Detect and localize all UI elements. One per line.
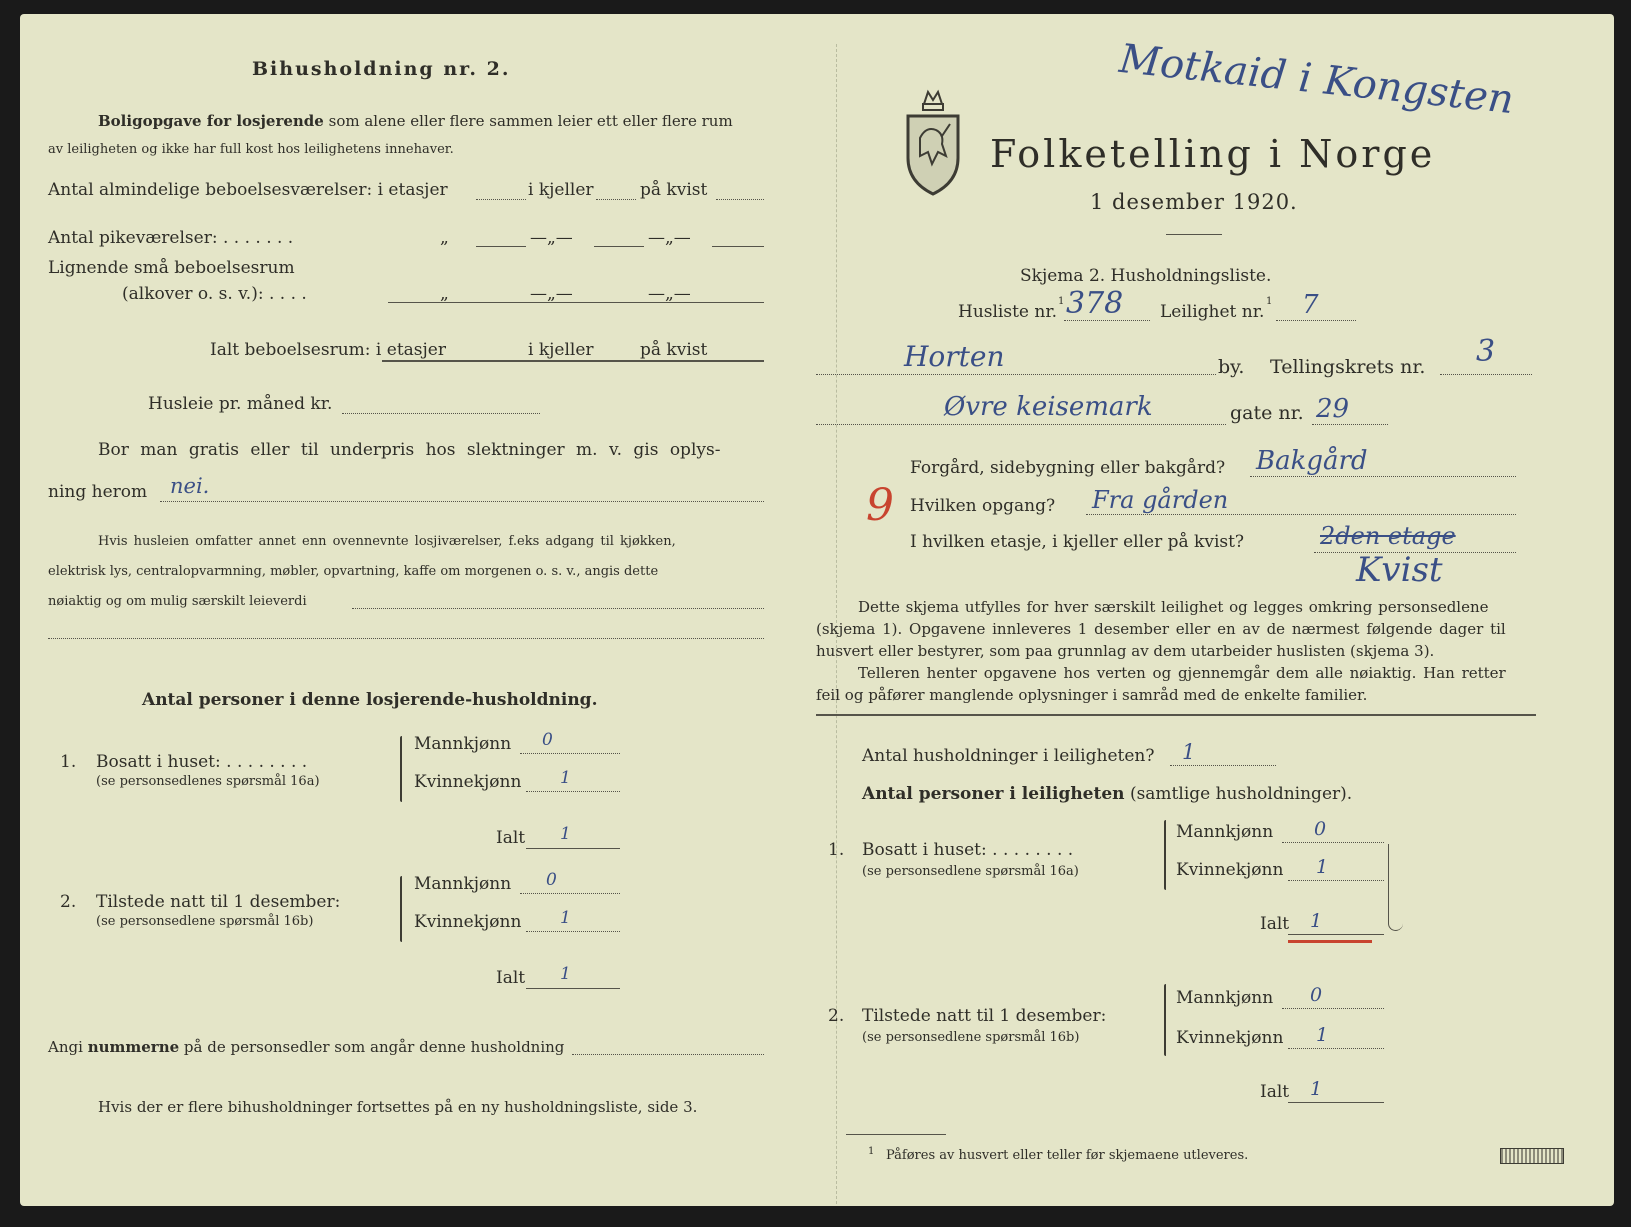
gratis-line1: Bor man gratis eller til underpris hos slektninger m. v. gis oplys- bbox=[98, 440, 721, 460]
lign-label-2: (alkover o. s. v.): . . . . bbox=[122, 284, 307, 304]
ditto-mark: „ bbox=[440, 284, 449, 304]
opgang-value: Fra gården bbox=[1092, 486, 1229, 514]
top-handwriting: Motkaid i Kongsten bbox=[1117, 36, 1516, 124]
left-q1-kvinne-value: 1 bbox=[560, 768, 571, 788]
right-persons-heading-bold: Antal personer i leiligheten bbox=[862, 784, 1125, 804]
gate-nr-value: 29 bbox=[1316, 394, 1350, 424]
right-q1-mann-value: 0 bbox=[1314, 818, 1327, 840]
lign-label-1: Lignende små beboelsesrum bbox=[48, 258, 295, 278]
footnote-mark: 1 bbox=[1266, 296, 1273, 307]
ialt-beboelsesrum-label: Ialt beboelsesrum: i etasjer bbox=[210, 340, 446, 360]
right-q2-sub: (se personsedlene spørsmål 16b) bbox=[862, 1030, 1080, 1045]
right-q2-ialt-value: 1 bbox=[1310, 1078, 1323, 1100]
intro-rest: som alene eller flere sammen leier ett eller flere rum bbox=[328, 112, 733, 130]
gate-label: gate nr. bbox=[1230, 402, 1304, 424]
left-q2-kvinne-label: Kvinnekjønn bbox=[414, 912, 522, 932]
paa-kvist-label: på kvist bbox=[640, 340, 708, 360]
gratis-value: nei. bbox=[170, 474, 210, 498]
intro-line2: av leiligheten og ikke har full kost hos leilighetens innehaver. bbox=[48, 142, 454, 157]
husliste-label: Husliste nr. bbox=[958, 302, 1058, 322]
angi-word: Angi bbox=[48, 1038, 83, 1056]
ditto-dash: —„— bbox=[530, 228, 573, 248]
left-q1-number: 1. bbox=[60, 752, 77, 772]
left-title: Bihusholdning nr. 2. bbox=[252, 58, 511, 80]
norway-lion-coat-of-arms-icon bbox=[902, 86, 964, 198]
left-q2-ialt-value: 1 bbox=[560, 964, 571, 984]
census-date: 1 desember 1920. bbox=[1090, 190, 1298, 214]
info-line2: (skjema 1). Opgavene innleveres 1 desember eller en av de nærmest følgende dager til bbox=[816, 620, 1506, 638]
leilighet-value: 7 bbox=[1302, 290, 1319, 320]
footnote-mark: 1 bbox=[1058, 296, 1065, 307]
omfatter-line3: nøiaktig og om mulig særskilt leieverdi bbox=[48, 594, 307, 609]
red-mark: 9 bbox=[866, 480, 894, 531]
footnote-text: Påføres av husvert eller teller før skjemaene utleveres. bbox=[886, 1148, 1249, 1163]
gratis-line2: ning herom bbox=[48, 482, 148, 502]
right-q2-ialt-label: Ialt bbox=[1260, 1082, 1290, 1102]
opgang-label: Hvilken opgang? bbox=[910, 496, 1056, 516]
footnote-mark: 1 bbox=[868, 1146, 875, 1157]
right-q1-number: 1. bbox=[828, 840, 845, 860]
right-q1-label: Bosatt i huset: . . . . . . . . bbox=[862, 840, 1074, 860]
etasje-value: Kvist bbox=[1356, 550, 1443, 590]
omfatter-line2: elektrisk lys, centralopvarmning, møbler, opvartning, kaffe om morgenen o. s. v., angis dette bbox=[48, 564, 659, 579]
i-kjeller-label: i kjeller bbox=[528, 180, 594, 200]
left-q1-mann-value: 0 bbox=[542, 730, 553, 750]
left-q1-mann-label: Mannkjønn bbox=[414, 734, 512, 754]
angi-bold: nummerne bbox=[87, 1038, 180, 1056]
info-line5: feil og påfører manglende oplysninger i samråd med de enkelte familier. bbox=[816, 686, 1368, 704]
by-label: by. bbox=[1218, 356, 1245, 378]
right-q1-ialt-value: 1 bbox=[1310, 910, 1323, 932]
right-q1-ialt-label: Ialt bbox=[1260, 914, 1290, 934]
ditto-dash: —„— bbox=[530, 284, 573, 304]
paa-kvist-label: på kvist bbox=[640, 180, 708, 200]
etasje-label: I hvilken etasje, i kjeller eller på kvist? bbox=[910, 532, 1245, 552]
right-q1-kvinne-value: 1 bbox=[1316, 856, 1329, 878]
left-footer: Hvis der er flere bihusholdninger fortsettes på en ny husholdningsliste, side 3. bbox=[98, 1098, 698, 1116]
gate-value: Øvre keisemark bbox=[944, 392, 1153, 422]
left-q2-mann-value: 0 bbox=[546, 870, 557, 890]
left-q1-sub: (se personsedlenes spørsmål 16a) bbox=[96, 774, 320, 789]
by-value: Horten bbox=[904, 340, 1005, 373]
left-q1-label: Bosatt i huset: . . . . . . . . bbox=[96, 752, 308, 772]
right-q1-sub: (se personsedlene spørsmål 16a) bbox=[862, 864, 1079, 879]
skjema-label: Skjema 2. Husholdningsliste. bbox=[1020, 266, 1272, 286]
ditto-mark: „ bbox=[440, 228, 449, 248]
omfatter-line1: Hvis husleien omfatter annet enn ovennevnte losjiværelser, f.eks adgang til kjøkken, bbox=[98, 534, 676, 549]
right-q2-kvinne-label: Kvinnekjønn bbox=[1176, 1028, 1284, 1048]
census-form-sheet bbox=[20, 14, 1614, 1206]
husliste-value: 378 bbox=[1066, 286, 1124, 321]
left-q2-number: 2. bbox=[60, 892, 77, 912]
etasje-value-struck: 2den etage bbox=[1320, 522, 1456, 550]
right-title: Folketelling i Norge bbox=[990, 132, 1436, 176]
info-line4: Telleren henter opgavene hos verten og gjennemgår dem alle nøiaktig. Han retter bbox=[858, 664, 1506, 682]
right-persons-heading-rest: (samtlige husholdninger). bbox=[1129, 784, 1353, 804]
left-q2-mann-label: Mannkjønn bbox=[414, 874, 512, 894]
left-persons-heading: Antal personer i denne losjerende-husholdning. bbox=[142, 690, 598, 710]
right-q1-kvinne-label: Kvinnekjønn bbox=[1176, 860, 1284, 880]
left-q1-ialt-value: 1 bbox=[560, 824, 571, 844]
forgaard-value: Bakgård bbox=[1256, 446, 1368, 476]
right-q2-label: Tilstede natt til 1 desember: bbox=[862, 1006, 1107, 1026]
ditto-dash: —„— bbox=[648, 228, 691, 248]
ditto-dash: —„— bbox=[648, 284, 691, 304]
leilighet-label: Leilighet nr. bbox=[1160, 302, 1265, 322]
right-q2-kvinne-value: 1 bbox=[1316, 1024, 1329, 1046]
left-q2-sub: (se personsedlene spørsmål 16b) bbox=[96, 914, 314, 929]
forgaard-label: Forgård, sidebygning eller bakgård? bbox=[910, 458, 1226, 478]
info-line3: husvert eller bestyrer, som paa grunnlag av dem utarbeider huslisten (skjema 3). bbox=[816, 642, 1435, 660]
info-line1: Dette skjema utfylles for hver særskilt leilighet og legges omkring personsedlene bbox=[858, 598, 1489, 616]
left-q1-kvinne-label: Kvinnekjønn bbox=[414, 772, 522, 792]
antal-label: Antal almindelige beboelsesværelser: i etasjer bbox=[48, 180, 448, 200]
i-kjeller-label: i kjeller bbox=[528, 340, 594, 360]
angi-rest: på de personsedler som angår denne husholdning bbox=[183, 1038, 565, 1056]
left-q2-ialt-label: Ialt bbox=[496, 968, 526, 988]
left-q2-kvinne-value: 1 bbox=[560, 908, 571, 928]
right-q1-mann-label: Mannkjønn bbox=[1176, 822, 1274, 842]
husleie-label: Husleie pr. måned kr. bbox=[148, 394, 333, 414]
husholdninger-value: 1 bbox=[1182, 740, 1196, 764]
left-q2-label: Tilstede natt til 1 desember: bbox=[96, 892, 341, 912]
intro-bold: Boligopgave for losjerende bbox=[98, 112, 324, 130]
pike-label: Antal pikeværelser: . . . . . . . bbox=[48, 228, 294, 248]
right-q2-mann-value: 0 bbox=[1310, 984, 1323, 1006]
tellingskrets-value: 3 bbox=[1476, 334, 1496, 369]
husholdninger-label: Antal husholdninger i leiligheten? bbox=[862, 746, 1155, 766]
tellingskrets-label: Tellingskrets nr. bbox=[1270, 356, 1426, 378]
right-q2-number: 2. bbox=[828, 1006, 845, 1026]
left-q1-ialt-label: Ialt bbox=[496, 828, 526, 848]
right-q2-mann-label: Mannkjønn bbox=[1176, 988, 1274, 1008]
printer-stamp-icon bbox=[1500, 1148, 1564, 1164]
